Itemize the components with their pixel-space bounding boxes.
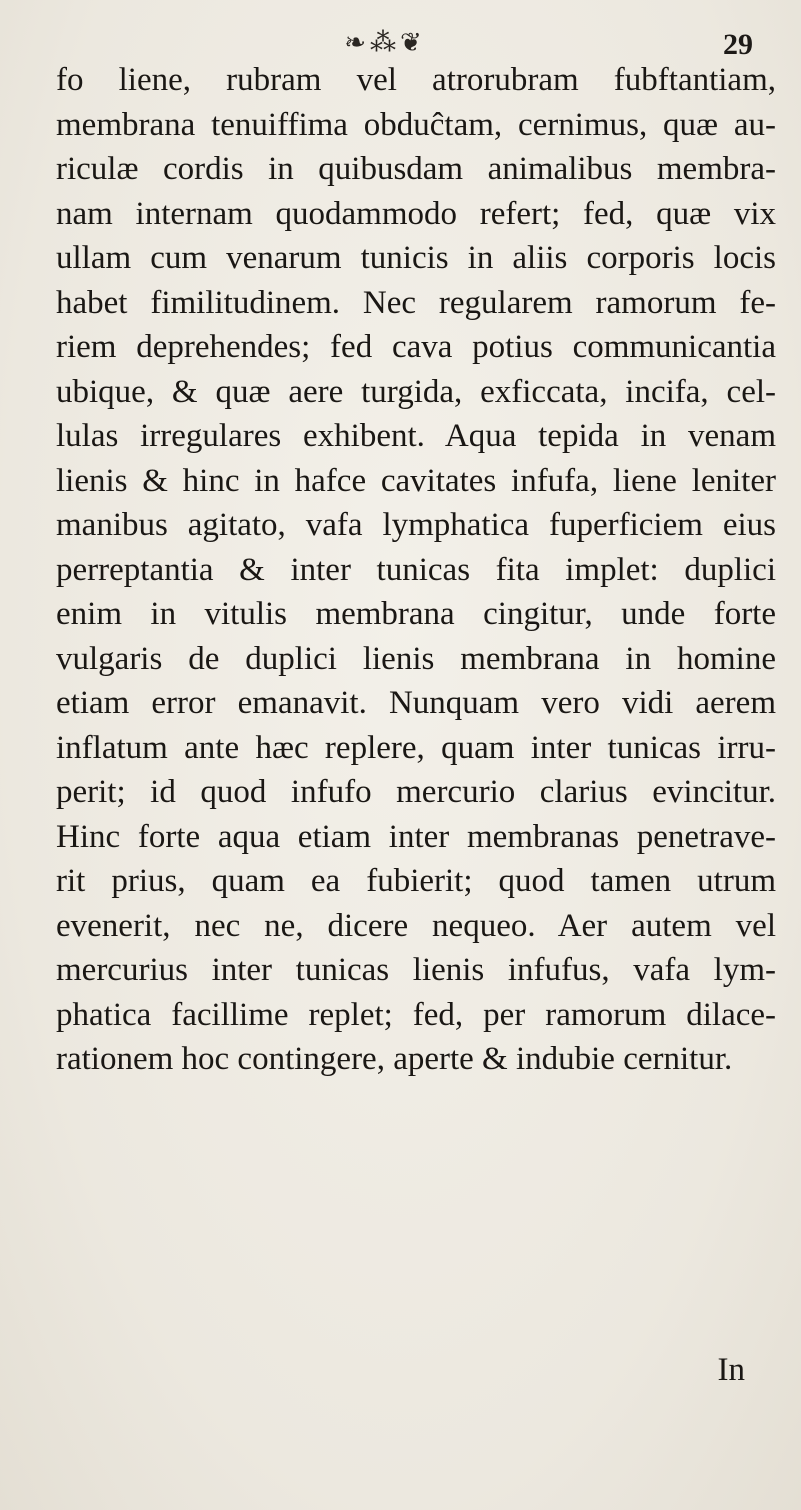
text-line: riem deprehendes; fed cava potius communicantia: [56, 329, 776, 365]
body-text: [56, 58, 776, 1082]
text-line: enim in vitulis membrana cingitur, unde forte: [56, 596, 776, 632]
text-line: manibus agitato, vafa lymphatica fuperficiem eius: [56, 507, 776, 543]
page-number: 29: [723, 28, 753, 61]
text-line: ubique, & quæ aere turgida, exficcata, incifa, cel-: [56, 373, 776, 410]
text-line: mercurius inter tunicas lienis infufus, vafa lym-: [56, 952, 776, 988]
header-ornament: ❧⁂❦: [344, 28, 426, 58]
catchword: In: [717, 1352, 745, 1388]
text-line: habet fimilitudinem. Nec regularem ramorum fe-: [56, 284, 776, 321]
text-line: evenerit, nec ne, dicere nequeo. Aer autem vel: [56, 907, 776, 944]
text-line: phatica facillime replet; fed, per ramorum dilace-: [56, 996, 776, 1033]
text-line: Hinc forte aqua etiam inter membranas penetrave-: [56, 818, 776, 855]
text-line: inflatum ante hæc replere, quam inter tunicas irru-: [56, 729, 776, 766]
text-line: riculæ cordis in quibusdam animalibus membra-: [56, 151, 776, 187]
text-line: membrana tenuiffima obduĉtam, cernimus, quæ au-: [56, 106, 776, 143]
text-line: lienis & hinc in hafce cavitates infufa, liene leniter: [56, 462, 776, 499]
text-line: fo liene, rubram vel atrorubram fubftantiam,: [56, 62, 776, 98]
text-line: nam internam quodammodo refert; fed, quæ vix: [56, 195, 776, 232]
text-line: ullam cum venarum tunicis in aliis corporis locis: [56, 240, 776, 276]
text-line: perit; id quod infufo mercurio clarius evincitur.: [56, 774, 776, 810]
page-header: [0, 14, 801, 61]
text-line: lulas irregulares exhibent. Aqua tepida in venam: [56, 418, 776, 454]
text-line: perreptantia & inter tunicas fita implet: duplici: [56, 551, 776, 588]
text-line: rit prius, quam ea fubierit; quod tamen utrum: [56, 863, 776, 899]
text-line: rationem hoc contingere, aperte & indubie cernitur.: [56, 1041, 733, 1077]
text-line: etiam error emanavit. Nunquam vero vidi aerem: [56, 685, 776, 721]
text-line: vulgaris de duplici lienis membrana in homine: [56, 640, 776, 677]
